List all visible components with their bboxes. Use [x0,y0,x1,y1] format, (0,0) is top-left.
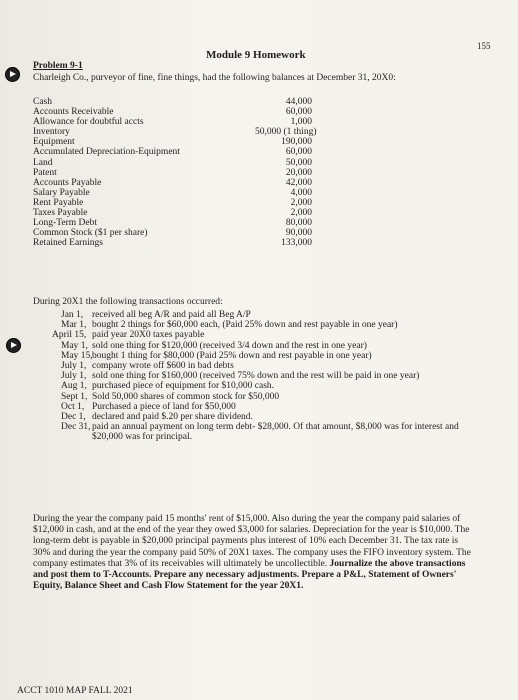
transaction-row [61,351,471,361]
audio-marker-icon[interactable] [6,338,21,353]
transaction-row [61,341,471,351]
balance-row [33,197,312,208]
balance-amount: 2,000 [290,197,312,208]
instructions-text: During the year the company paid 15 months' rent of $15,000. Also during the year the company paid salaries of $12,000 in cash, and at the end of the year they owed $3,000 for salaries. Depreciation for the year is $10,000. The long-term debt is payable in $20,000 principal payments plus interest of 10% each December 31. The tax rate is 30% and during the year the company paid 50% of 20X1 taxes. The company uses the FIFO inventory system. The company estimates that 3% of its receivables will ultimately be uncollectible. [33,514,471,569]
transaction-row [61,392,471,402]
balance-account-name: Patent [33,167,57,178]
transaction-date: Dec 31, [61,422,91,433]
balance-amount: 20,000 [285,167,312,178]
balance-account-name: Accumulated Depreciation-Equipment [33,147,180,158]
balance-account-name: Long-Term Debt [33,218,97,229]
balance-row [33,107,312,118]
balance-row [33,218,312,229]
transactions-heading: During 20X1 the following transactions occurred: [33,297,223,307]
transaction-row [61,310,471,320]
transaction-date: Jan 1, [61,310,84,320]
page-footer: ACCT 1010 MAP FALL 2021 [17,686,133,696]
transaction-description: Sold 50,000 shares of common stock for $50,000 [92,391,280,402]
transaction-description: sold one thing for $160,000 (received 75% down and the rest will be paid in one year) [92,371,420,382]
transaction-description: purchased piece of equipment for $10,000 cash. [92,381,275,392]
balance-amount: 50,000 [285,157,312,168]
balance-row [33,147,312,158]
balance-account-name: Retained Earnings [33,238,103,249]
transaction-description: received all beg A/R and paid all Beg A/P [92,310,251,320]
transaction-date: July 1, [61,371,87,382]
transaction-row [61,422,471,442]
problem-intro: Charleigh Co., purveyor of fine, fine things, had the following balances at December 31, 20X0: [33,73,396,83]
transaction-row [61,412,471,422]
balance-account-name: Land [33,157,53,168]
audio-marker-icon[interactable] [5,67,20,82]
balance-row [33,137,312,148]
balance-row [33,187,312,198]
balance-account-name: Rent Payable [33,197,84,208]
transactions-list [52,310,471,443]
balance-row [33,167,312,178]
balance-row [33,208,312,219]
instructions-bold-text: Journalize the above transactions and post them to T-Accounts. Prepare any necessary adjustments. Prepare a P&L, Statement of Owners' Equity, Balance Sheet and Cash Flow Statement for the year 20X1. [33,558,466,592]
balance-account-name: Salary Payable [33,187,90,198]
transaction-date: May 15, [61,350,93,361]
balance-amount: 90,000 [285,228,312,239]
balance-account-name: Allowance for doubtful accts [33,117,144,128]
page-title: Module 9 Homework [206,49,306,61]
balance-amount: 2,000 [290,208,312,219]
transaction-date: Aug 1, [61,381,87,392]
problem-label: Problem 9-1 [33,61,83,71]
transaction-row [52,330,471,341]
balance-row [33,127,317,138]
transaction-row [61,371,471,381]
transaction-description: paid year 20X0 taxes payable [92,330,205,341]
balance-row [33,177,312,188]
transaction-description: declared and paid $.20 per share dividend. [92,412,253,423]
transaction-description: company wrote off $600 in bad debts [92,361,234,372]
balance-amount: 44,000 [285,97,312,107]
balances-list [33,97,317,249]
balance-amount: 60,000 [285,147,312,158]
transaction-date: Dec 1, [61,412,86,423]
page-number: 155 [477,41,491,51]
balance-account-name: Cash [33,97,52,107]
transaction-description: bought 2 things for $60,000 each, (Paid 25% down and rest payable in one year) [92,320,398,331]
transaction-description: paid an annual payment on long term debt- $28,000. Of that amount, $8,000 was for interest and $20,000 was for principal. [92,422,459,443]
balance-account-name: Common Stock ($1 per share) [33,228,148,239]
balance-account-name: Taxes Payable [33,208,88,219]
balance-row [33,117,312,128]
transaction-date: May 1, [61,340,88,351]
balance-amount: 60,000 [285,107,312,118]
instructions-paragraph [33,514,475,592]
transaction-description: sold one thing for $120,000 (received 3/4 down and the rest in one year) [92,340,367,351]
balance-account-name: Equipment [33,137,75,148]
balance-amount: 190,000 [281,137,312,148]
balance-amount: 42,000 [285,177,312,188]
transaction-date: July 1, [61,361,87,372]
balance-amount: 1,000 [290,117,312,128]
transaction-row [61,320,471,330]
transaction-date: Mar 1, [61,320,87,331]
balance-row [33,228,312,239]
balance-account-name: Accounts Receivable [33,107,114,118]
transaction-description: Purchased a piece of land for $50,000 [92,401,236,412]
balance-amount: 80,000 [285,218,312,229]
balance-row [33,97,312,107]
transaction-row [61,381,471,391]
balance-row [33,238,312,249]
transaction-date: Sept 1, [61,391,88,402]
transaction-date: Oct 1, [61,401,85,412]
transaction-row [61,361,471,371]
balance-row [33,157,312,168]
transaction-date: April 15, [52,330,87,341]
transaction-description: bought 1 thing for $80,000 (Paid 25% down and rest payable in one year) [92,350,372,361]
balance-amount: 50,000 (1 thing) [255,127,317,138]
balance-account-name: Inventory [33,127,70,138]
balance-account-name: Accounts Payable [33,177,102,188]
balance-amount: 4,000 [290,187,312,198]
balance-amount: 133,000 [281,238,312,249]
transaction-row [61,402,471,412]
